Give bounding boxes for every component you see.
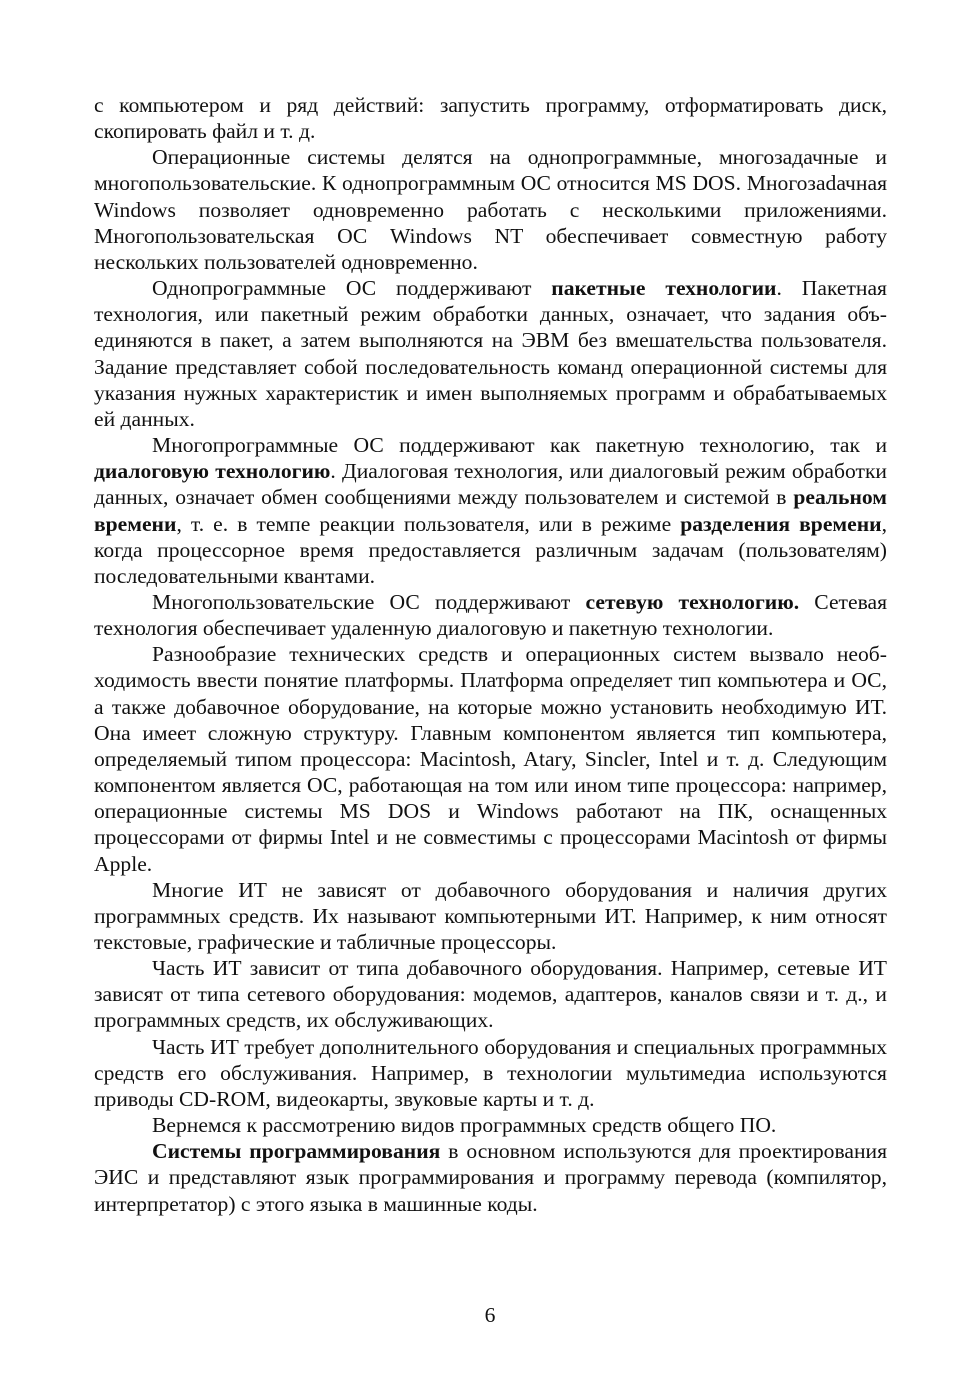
text-run: , т. е. в темпе реакции пользователя, или в режиме <box>176 511 681 536</box>
text-run: Многопользовательские ОС поддерживают <box>152 589 586 614</box>
paragraph-1 <box>94 144 887 275</box>
bold-term: пакетные технологии <box>551 276 777 301</box>
paragraph-5 <box>94 641 887 876</box>
text-run: , когда процессорное время предоставляется различным задачам (пользователям) последовательными квантами. <box>94 511 887 588</box>
text-run: с компьютером и ряд действий: запустить программу, отформатировать диск, скопировать файл и т. д. <box>94 93 887 144</box>
text-run: . Диалоговая технология, или диалоговый режим обработки данных, означает обмен сообщениями между пользователем и системой в <box>94 459 887 510</box>
bold-term: сетевую технологию. <box>585 589 800 614</box>
document-body <box>94 92 887 1217</box>
bold-term: разделения времени <box>680 511 882 536</box>
paragraph-6 <box>94 877 887 955</box>
paragraph-2 <box>94 275 887 432</box>
paragraph-7 <box>94 955 887 1033</box>
text-run: Однопрограммные ОС поддерживают <box>152 276 552 301</box>
paragraph-8 <box>94 1034 887 1112</box>
bold-term: реальном времени <box>94 485 887 536</box>
paragraph-4 <box>94 589 887 641</box>
paragraph-3 <box>94 432 887 589</box>
text-run: Часть ИТ зависит от типа добавочного оборудования. Например, сетевые ИТ зависят от типа сетевого оборудования: модемов, адаптеров, каналов связи и т. д., и программных средств, их обслуживающих. <box>94 956 887 1033</box>
text-run: в основном используются для проектирования ЭИС и представляют язык программирования и программу перевода (компилятор, интерпретатор) с этого языка в машинные коды. <box>94 1139 888 1216</box>
page-number: 6 <box>484 1303 496 1327</box>
text-run: Вернемся к рассмотрению видов программных средств общего ПО. <box>152 1113 777 1138</box>
text-run: Сетевая технология обеспечивает удаленную диалоговую и пакетную технологии. <box>94 589 888 641</box>
bold-term: Системы программирования <box>152 1139 441 1164</box>
paragraph-10 <box>94 1138 887 1216</box>
text-run: Многопрограммные ОС поддерживают как пакетную технологию, так и <box>152 433 887 458</box>
text-run: Многие ИТ не зависят от добавочного оборудования и наличия других программных средств. Их называют компьютерными ИТ. Например, к ним относят текстовые, графические и табличные процессоры. <box>94 877 887 954</box>
bold-term: диалоговую технологию <box>94 459 331 484</box>
text-run: Часть ИТ требует дополнительного оборудования и специальных программных средств его обслуживания. Например, в технологии мультимедиа используются приводы CD-ROM, видеокарты, звуковые карты и т. д. <box>94 1034 887 1111</box>
text-run: . Пакетная технология, или пакетный режим обработки данных, означает, что задания объединяются в пакет, а затем выполняются на ЭВМ без вмешательства пользователя. Задание представляет собой последовательность команд операционной системы для указания нужных характеристик и имен выполняемых программ и обрабатываемых ей данных. <box>94 276 887 431</box>
text-run: Разнообразие технических средств и операционных систем вызвало необходимость ввести понятие платформы. Платформа определяет тип компьютера и ОС, а также добавочное оборудование, на которые можно установить необходимую ИТ. Она имеет сложную структуру. Главным компонентом является тип компьютера, определяемый типом процессора: Macintosh, Atary, Sincler, Intel и т. д. Следующим компонентом является ОС, работающая на том или ином типе процессора: например, операционные системы MS DOS и Windows работают на ПК, оснащенных процессорами от фирмы Intel и не совместимы с процессорами Macintosh от фирмы Apple. <box>94 642 887 876</box>
paragraph-0 <box>94 92 887 144</box>
paragraph-9 <box>94 1112 887 1138</box>
text-run: Операционные системы делятся на однопрограммные, многозадачные и многопользовательские. К однопрограммным ОС относится MS DOS. Многозаdачная Windows позволяет одновременно работать с несколькими приложениями. Многопользовательская ОС Windows NT обеспечивает совместную работу нескольких пользователей одновременно. <box>94 145 887 274</box>
